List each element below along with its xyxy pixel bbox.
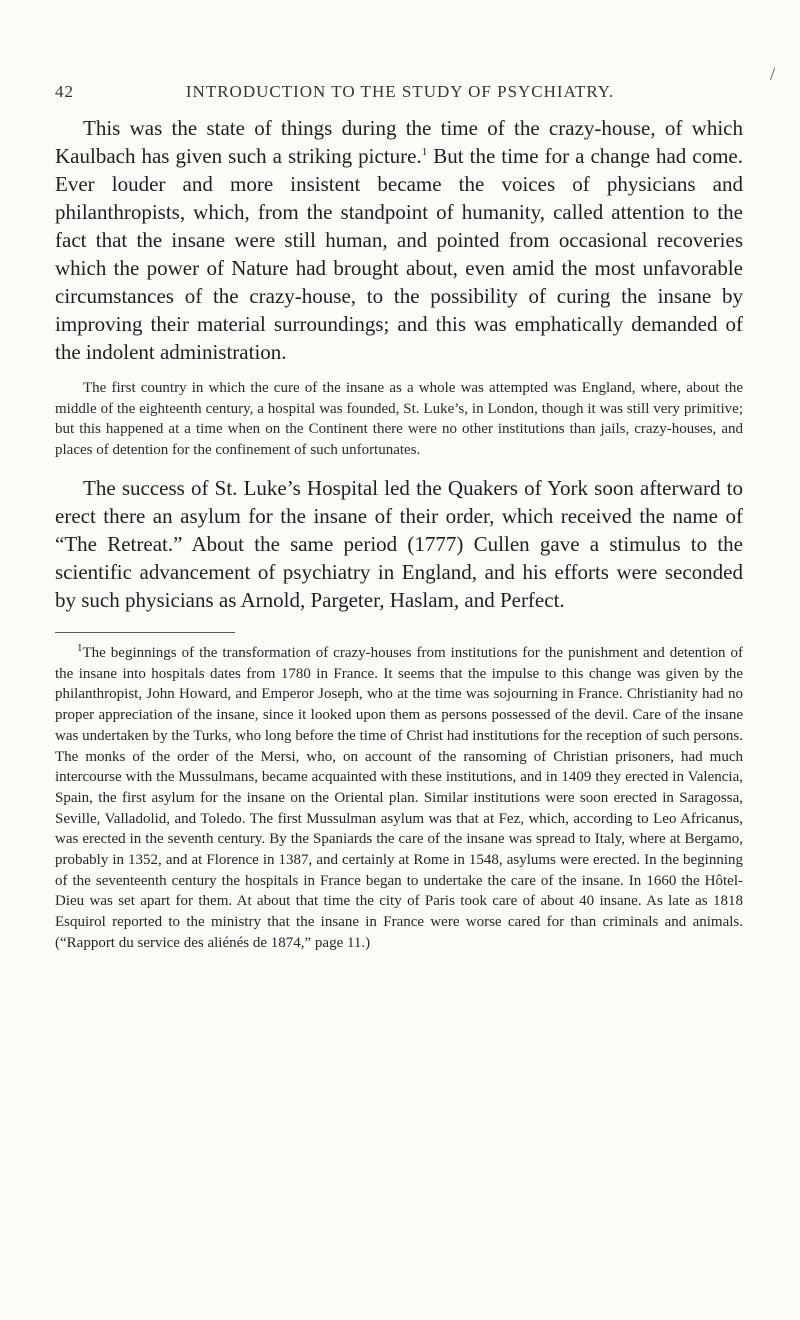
running-header bbox=[55, 82, 743, 102]
paragraph-1-text: This was the state of things during the time of the crazy-house, of which Kaulbach has given such a striking picture. bbox=[55, 116, 743, 168]
body-paragraph-1 bbox=[55, 114, 743, 366]
body-paragraph-2: The success of St. Luke’s Hospital led the Quakers of York soon afterward to erect there an asylum for the insane of their order, which received the name of “The Retreat.” About the same period (1777) Cullen gave a stimulus to the scientific advancement of psychiatry in England, and his efforts were seconded by such physicians as Arnold, Pargeter, Haslam, and Perfect. bbox=[55, 476, 743, 612]
book-page bbox=[55, 82, 743, 954]
paragraph-1-continuation: But the time for a change had come. Ever louder and more insistent became the voices of physicians and philanthropists, which, from the standpoint of humanity, called attention to the fact that the insane were still human, and pointed from occasional recoveries which the power of Nature had brought about, even amid the most unfavorable circumstances of the crazy-house, to the possibility of curing the insane by improving their material surroundings; and this was emphatically demanded of the indolent administration. bbox=[55, 144, 744, 364]
page-number: 42 bbox=[55, 82, 74, 101]
footnote-text: The beginnings of the transformation of crazy-houses from institutions for the punishment and detention of the insane into hospitals dates from 1780 in France. It seems that the impulse to this change was given by the philanthropist, John Howard, and Emperor Joseph, who at the time was sojourning in France. Christianity had no proper appreciation of the insane, since it looked upon them as persons possessed of the devil. Care of the insane was undertaken by the Turks, who long before the time of Christ had institutions for the reception of such persons. The monks of the order of the Mersi, who, on account of the ransoming of Christian prisoners, had much intercourse with the Mussulmans, became acquainted with these institutions, and in 1409 they erected in Valencia, Spain, the first asylum for the insane on the Oriental plan. Similar institutions were soon erected in Saragossa, Seville, Valladolid, and Toledo. The first Mussulman asylum was that at Fez, which, according to Leo Africanus, was erected in the seventh century. By the Spaniards the care of the insane was spread to Italy, where at Bergamo, probably in 1352, and at Florence in 1387, and certainly at Rome in 1548, asylums were erected. In the beginning of the seventeenth century the hospitals in France began to undertake the care of the insane. In 1660 the Hôtel-Dieu was set apart for them. At about that time the city of Paris took care of about 40 insane. As late as 1818 Esquirol reported to the ministry that the insane in France were worse cared for than criminals and animals. (“Rapport du service des aliénés de 1874,” page 11.) bbox=[55, 645, 743, 951]
footnote-marker: 1 bbox=[77, 642, 83, 654]
small-print-paragraph: The first country in which the cure of the insane as a whole was attempted was England, where, about the middle of the eighteenth century, a hospital was founded, St. Luke’s, in London, though it was still very primitive; but this happened at a time when on the Continent there were no other institutions than jails, crazy-houses, and places of detention for the confinement of such unfortunates. bbox=[55, 380, 743, 458]
running-title: INTRODUCTION TO THE STUDY OF PSYCHIATRY. bbox=[185, 82, 615, 101]
footnote bbox=[55, 643, 743, 954]
footnote-divider bbox=[55, 632, 235, 633]
margin-mark: / bbox=[770, 64, 776, 84]
footnote-reference: 1 bbox=[421, 146, 428, 158]
